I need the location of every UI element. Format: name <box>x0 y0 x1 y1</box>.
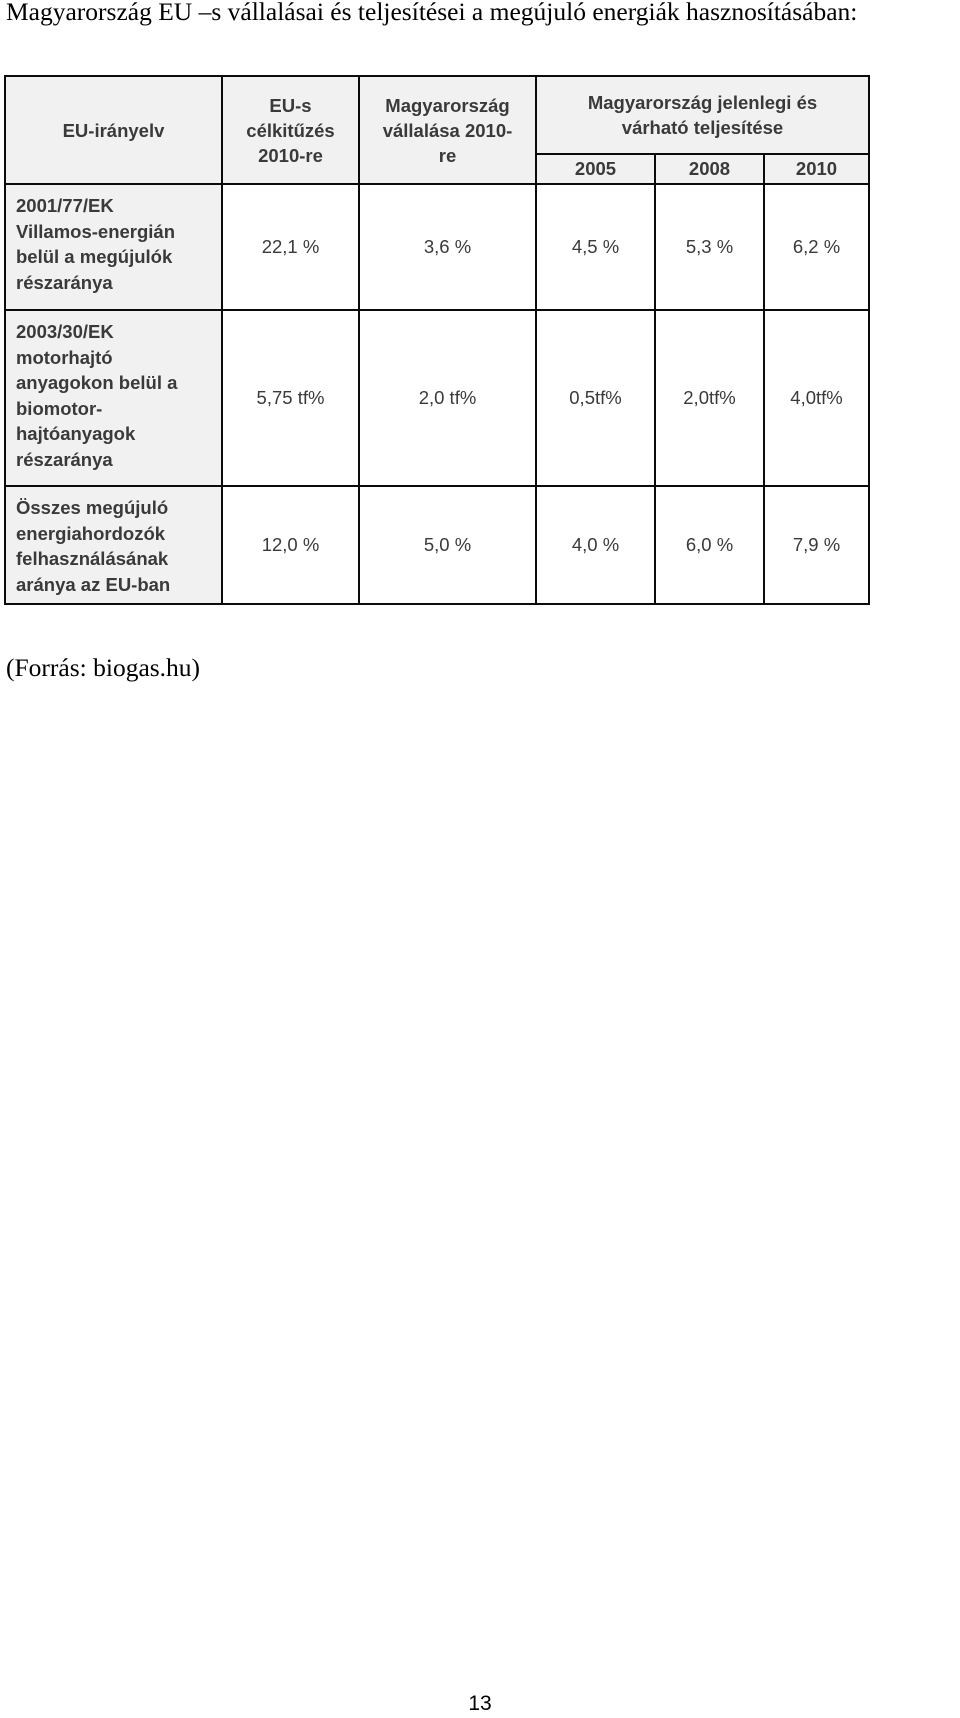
cell-eu-target: 22,1 % <box>222 184 359 310</box>
cell-2008: 5,3 % <box>655 184 764 310</box>
cell-hu-commitment: 2,0 tf% <box>359 310 536 486</box>
cell-2008: 6,0 % <box>655 486 764 604</box>
table-row <box>5 486 869 604</box>
header-year-2010: 2010 <box>764 154 869 184</box>
header-hu-performance: Magyarország jelenlegi és várható teljesítése <box>536 76 869 154</box>
cell-2005: 0,5tf% <box>536 310 655 486</box>
table-row <box>5 184 869 310</box>
renewables-table <box>4 75 870 605</box>
row-directive: Összes megújuló energiahordozók felhasználásának aránya az EU-ban <box>5 486 222 604</box>
table-row <box>5 310 869 486</box>
cell-eu-target: 12,0 % <box>222 486 359 604</box>
header-year-2008: 2008 <box>655 154 764 184</box>
renewables-table-figure <box>4 75 868 603</box>
row-directive: 2003/30/EK motorhajtó anyagokon belül a biomotor- hajtóanyagok részaránya <box>5 310 222 486</box>
cell-2010: 7,9 % <box>764 486 869 604</box>
cell-2010: 4,0tf% <box>764 310 869 486</box>
header-year-2005: 2005 <box>536 154 655 184</box>
page-number: 13 <box>468 1692 492 1715</box>
row-directive: 2001/77/EK Villamos-energián belül a megújulók részaránya <box>5 184 222 310</box>
source-note: (Forrás: biogas.hu) <box>6 653 201 682</box>
header-eu-target: EU-s célkitűzés 2010-re <box>222 76 359 184</box>
cell-2005: 4,5 % <box>536 184 655 310</box>
header-directive: EU-irányelv <box>5 76 222 184</box>
cell-hu-commitment: 3,6 % <box>359 184 536 310</box>
header-hu-commitment: Magyarország vállalása 2010- re <box>359 76 536 184</box>
cell-eu-target: 5,75 tf% <box>222 310 359 486</box>
cell-hu-commitment: 5,0 % <box>359 486 536 604</box>
page-heading: Magyarország EU –s vállalásai és teljesítései a megújuló energiák hasznosításában: <box>6 0 858 26</box>
cell-2005: 4,0 % <box>536 486 655 604</box>
cell-2008: 2,0tf% <box>655 310 764 486</box>
cell-2010: 6,2 % <box>764 184 869 310</box>
